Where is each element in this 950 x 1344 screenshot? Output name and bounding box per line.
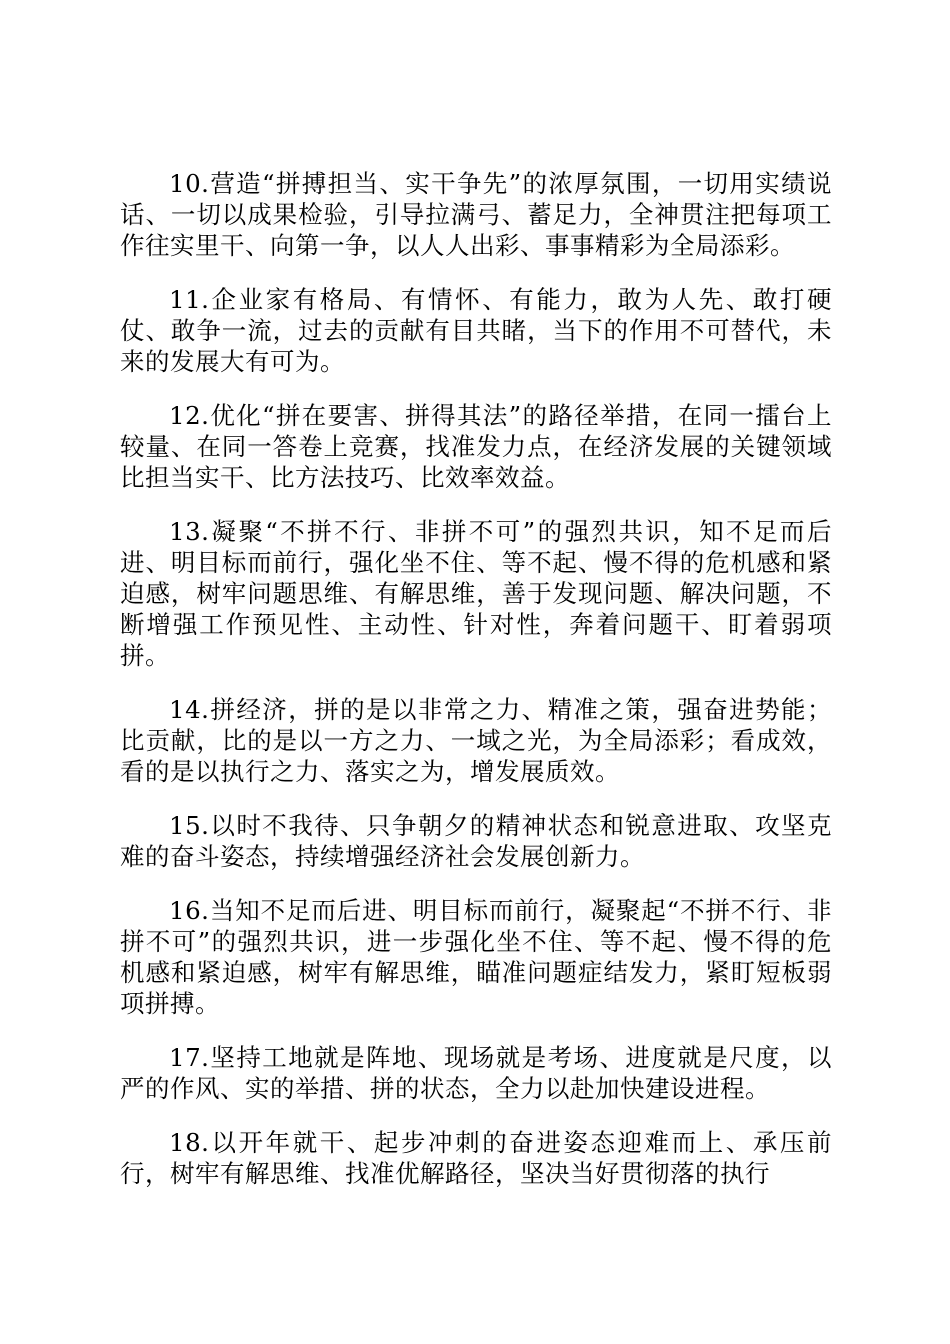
- paragraph-11: 11.企业家有格局、有情怀、有能力，敢为人先、敢打硬仗、敢争一流，过去的贡献有目共睹，当下的作用不可替代，未来的发展大有可为。: [120, 285, 832, 376]
- paragraph-14: 14.拼经济，拼的是以非常之力、精准之策，强奋进势能；比贡献，比的是以一方之力、一域之光，为全局添彩；看成效，看的是以执行之力、落实之为，增发展质效。: [120, 695, 832, 786]
- paragraph-16: 16.当知不足而后进、明目标而前行，凝聚起“不拼不行、非拼不可”的强烈共识，进一步强化坐不住、等不起、慢不得的危机感和紧迫感，树牢有解思维，瞄准问题症结发力，紧盯短板弱项拼搏。: [120, 896, 832, 1018]
- paragraph-10: 10.营造“拼搏担当、实干争先”的浓厚氛围，一切用实绩说话、一切以成果检验，引导拉满弓、蓄足力，全神贯注把每项工作往实里干、向第一争，以人人出彩、事事精彩为全局添彩。: [120, 169, 832, 260]
- document-page: [120, 168, 832, 1212]
- paragraph-18: 18.以开年就干、起步冲刺的奋进姿态迎难而上、承压前行，树牢有解思维、找准优解路径，坚决当好贯彻落的执行: [120, 1128, 832, 1188]
- paragraph-17: 17.坚持工地就是阵地、现场就是考场、进度就是尺度，以严的作风、实的举措、拼的状态，全力以赴加快建设进程。: [120, 1043, 832, 1103]
- paragraph-15: 15.以时不我待、只争朝夕的精神状态和锐意进取、攻坚克难的奋斗姿态，持续增强经济社会发展创新力。: [120, 811, 832, 871]
- paragraph-12: 12.优化“拼在要害、拼得其法”的路径举措，在同一擂台上较量、在同一答卷上竞赛，找准发力点，在经济发展的关键领域比担当实干、比方法技巧、比效率效益。: [120, 401, 832, 492]
- paragraph-13: 13.凝聚“不拼不行、非拼不可”的强烈共识，知不足而后进、明目标而前行，强化坐不住、等不起、慢不得的危机感和紧迫感，树牢问题思维、有解思维，善于发现问题、解决问题，不断增强工作预见性、主动性、针对性，奔着问题干、盯着弱项拼。: [120, 517, 832, 670]
